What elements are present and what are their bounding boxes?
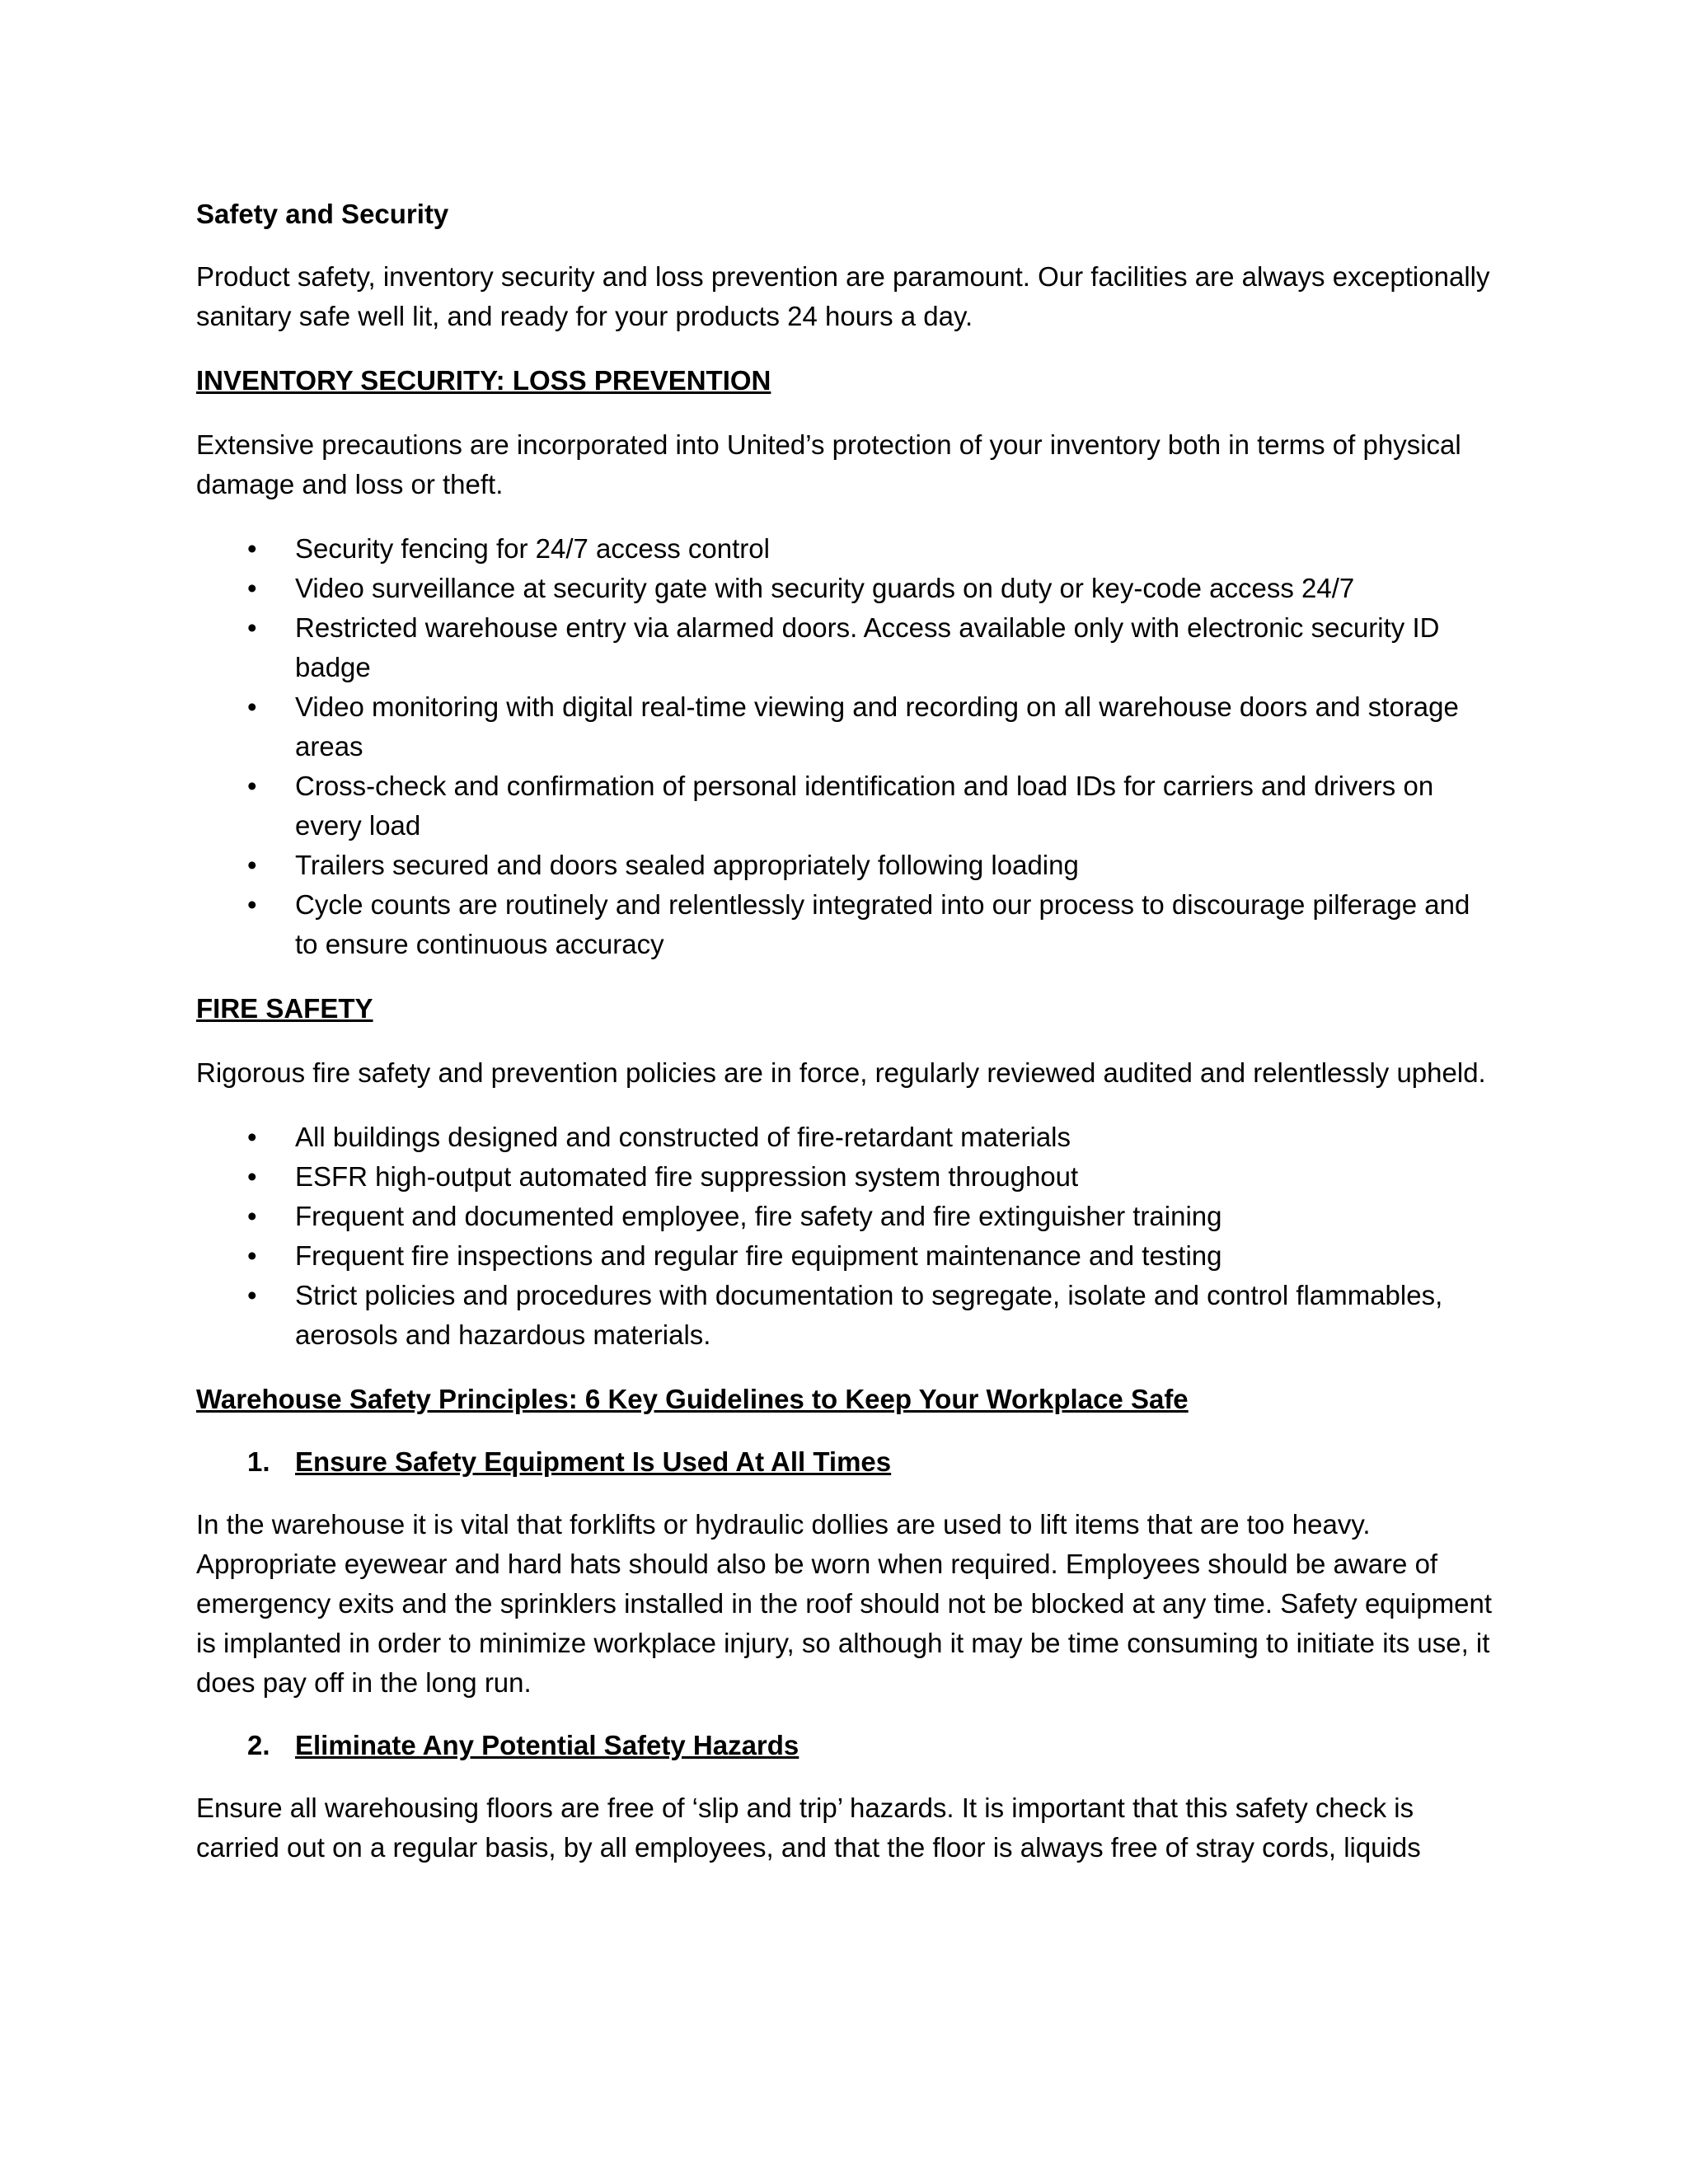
list-item-text: Cycle counts are routinely and relentlessly integrated into our process to discourage pilferage and to ensure continuous accuracy bbox=[295, 889, 1470, 959]
list-item-text: Video surveillance at security gate with security guards on duty or key-code access 24/7 bbox=[295, 573, 1355, 603]
document-page bbox=[196, 194, 1498, 1868]
guideline-title: Eliminate Any Potential Safety Hazards bbox=[295, 1730, 799, 1760]
list-item bbox=[196, 687, 1498, 766]
list-item bbox=[196, 885, 1498, 964]
fire-safety-heading: FIRE SAFETY bbox=[196, 993, 373, 1024]
list-item bbox=[196, 1118, 1498, 1157]
list-item bbox=[196, 1197, 1498, 1236]
bullet-icon: • bbox=[247, 771, 257, 801]
list-item bbox=[196, 1276, 1498, 1355]
bullet-icon: • bbox=[247, 573, 257, 603]
bullet-icon: • bbox=[247, 1280, 257, 1310]
guideline-1-heading bbox=[196, 1442, 1498, 1482]
list-item-text: Trailers secured and doors sealed appropriately following loading bbox=[295, 850, 1079, 880]
page-title: Safety and Security bbox=[196, 199, 449, 229]
list-item bbox=[196, 529, 1498, 569]
inventory-security-list bbox=[196, 529, 1498, 964]
bullet-icon: • bbox=[247, 691, 257, 722]
bullet-icon: • bbox=[247, 889, 257, 920]
fire-safety-list bbox=[196, 1118, 1498, 1355]
bullet-icon: • bbox=[247, 612, 257, 643]
guideline-number: 2. bbox=[247, 1730, 270, 1760]
fire-safety-paragraph: Rigorous fire safety and prevention policies are in force, regularly reviewed audited and relentlessly upheld. bbox=[196, 1057, 1486, 1088]
guideline-1-paragraph: In the warehouse it is vital that forklifts or hydraulic dollies are used to lift items that are too heavy. Appropriate eyewear and hard hats should also be worn when required. Employees should be aware of emergency exits and the sprinklers installed in the roof should not be blocked at any time. Safety equipment is implanted in order to minimize workplace injury, so although it may be time consuming to initiate its use, it does pay off in the long run. bbox=[196, 1509, 1493, 1698]
list-item bbox=[196, 608, 1498, 687]
inventory-security-paragraph: Extensive precautions are incorporated into United’s protection of your inventory both in terms of physical damage and loss or theft. bbox=[196, 429, 1461, 499]
list-item bbox=[196, 1157, 1498, 1197]
list-item-text: Strict policies and procedures with documentation to segregate, isolate and control flammables, aerosols and hazardous materials. bbox=[295, 1280, 1443, 1350]
guideline-title: Ensure Safety Equipment Is Used At All Times bbox=[295, 1446, 892, 1477]
inventory-security-heading: INVENTORY SECURITY: LOSS PREVENTION bbox=[196, 365, 771, 396]
warehouse-safety-heading: Warehouse Safety Principles: 6 Key Guidelines to Keep Your Workplace Safe bbox=[196, 1384, 1189, 1414]
list-item-text: Restricted warehouse entry via alarmed doors. Access available only with electronic security ID badge bbox=[295, 612, 1440, 682]
list-item-text: All buildings designed and constructed of fire-retardant materials bbox=[295, 1122, 1071, 1152]
list-item bbox=[196, 569, 1498, 608]
guideline-number: 1. bbox=[247, 1446, 270, 1477]
guideline-2-paragraph: Ensure all warehousing floors are free of ‘slip and trip’ hazards. It is important that this safety check is carried out on a regular basis, by all employees, and that the floor is always free of stray cords, liquids bbox=[196, 1793, 1421, 1863]
bullet-icon: • bbox=[247, 1201, 257, 1231]
bullet-icon: • bbox=[247, 1122, 257, 1152]
list-item-text: Video monitoring with digital real-time viewing and recording on all warehouse doors and storage areas bbox=[295, 691, 1459, 762]
bullet-icon: • bbox=[247, 1161, 257, 1192]
guideline-2-heading bbox=[196, 1726, 1498, 1765]
list-item bbox=[196, 1236, 1498, 1276]
list-item bbox=[196, 846, 1498, 885]
bullet-icon: • bbox=[247, 850, 257, 880]
bullet-icon: • bbox=[247, 1240, 257, 1271]
intro-paragraph: Product safety, inventory security and loss prevention are paramount. Our facilities are always exceptionally sanitary safe well lit, and ready for your products 24 hours a day. bbox=[196, 261, 1490, 331]
list-item-text: Cross-check and confirmation of personal identification and load IDs for carriers and drivers on every load bbox=[295, 771, 1434, 841]
list-item-text: Security fencing for 24/7 access control bbox=[295, 533, 770, 564]
list-item-text: ESFR high-output automated fire suppression system throughout bbox=[295, 1161, 1079, 1192]
bullet-icon: • bbox=[247, 533, 257, 564]
list-item-text: Frequent and documented employee, fire safety and fire extinguisher training bbox=[295, 1201, 1222, 1231]
list-item bbox=[196, 766, 1498, 846]
list-item-text: Frequent fire inspections and regular fire equipment maintenance and testing bbox=[295, 1240, 1222, 1271]
